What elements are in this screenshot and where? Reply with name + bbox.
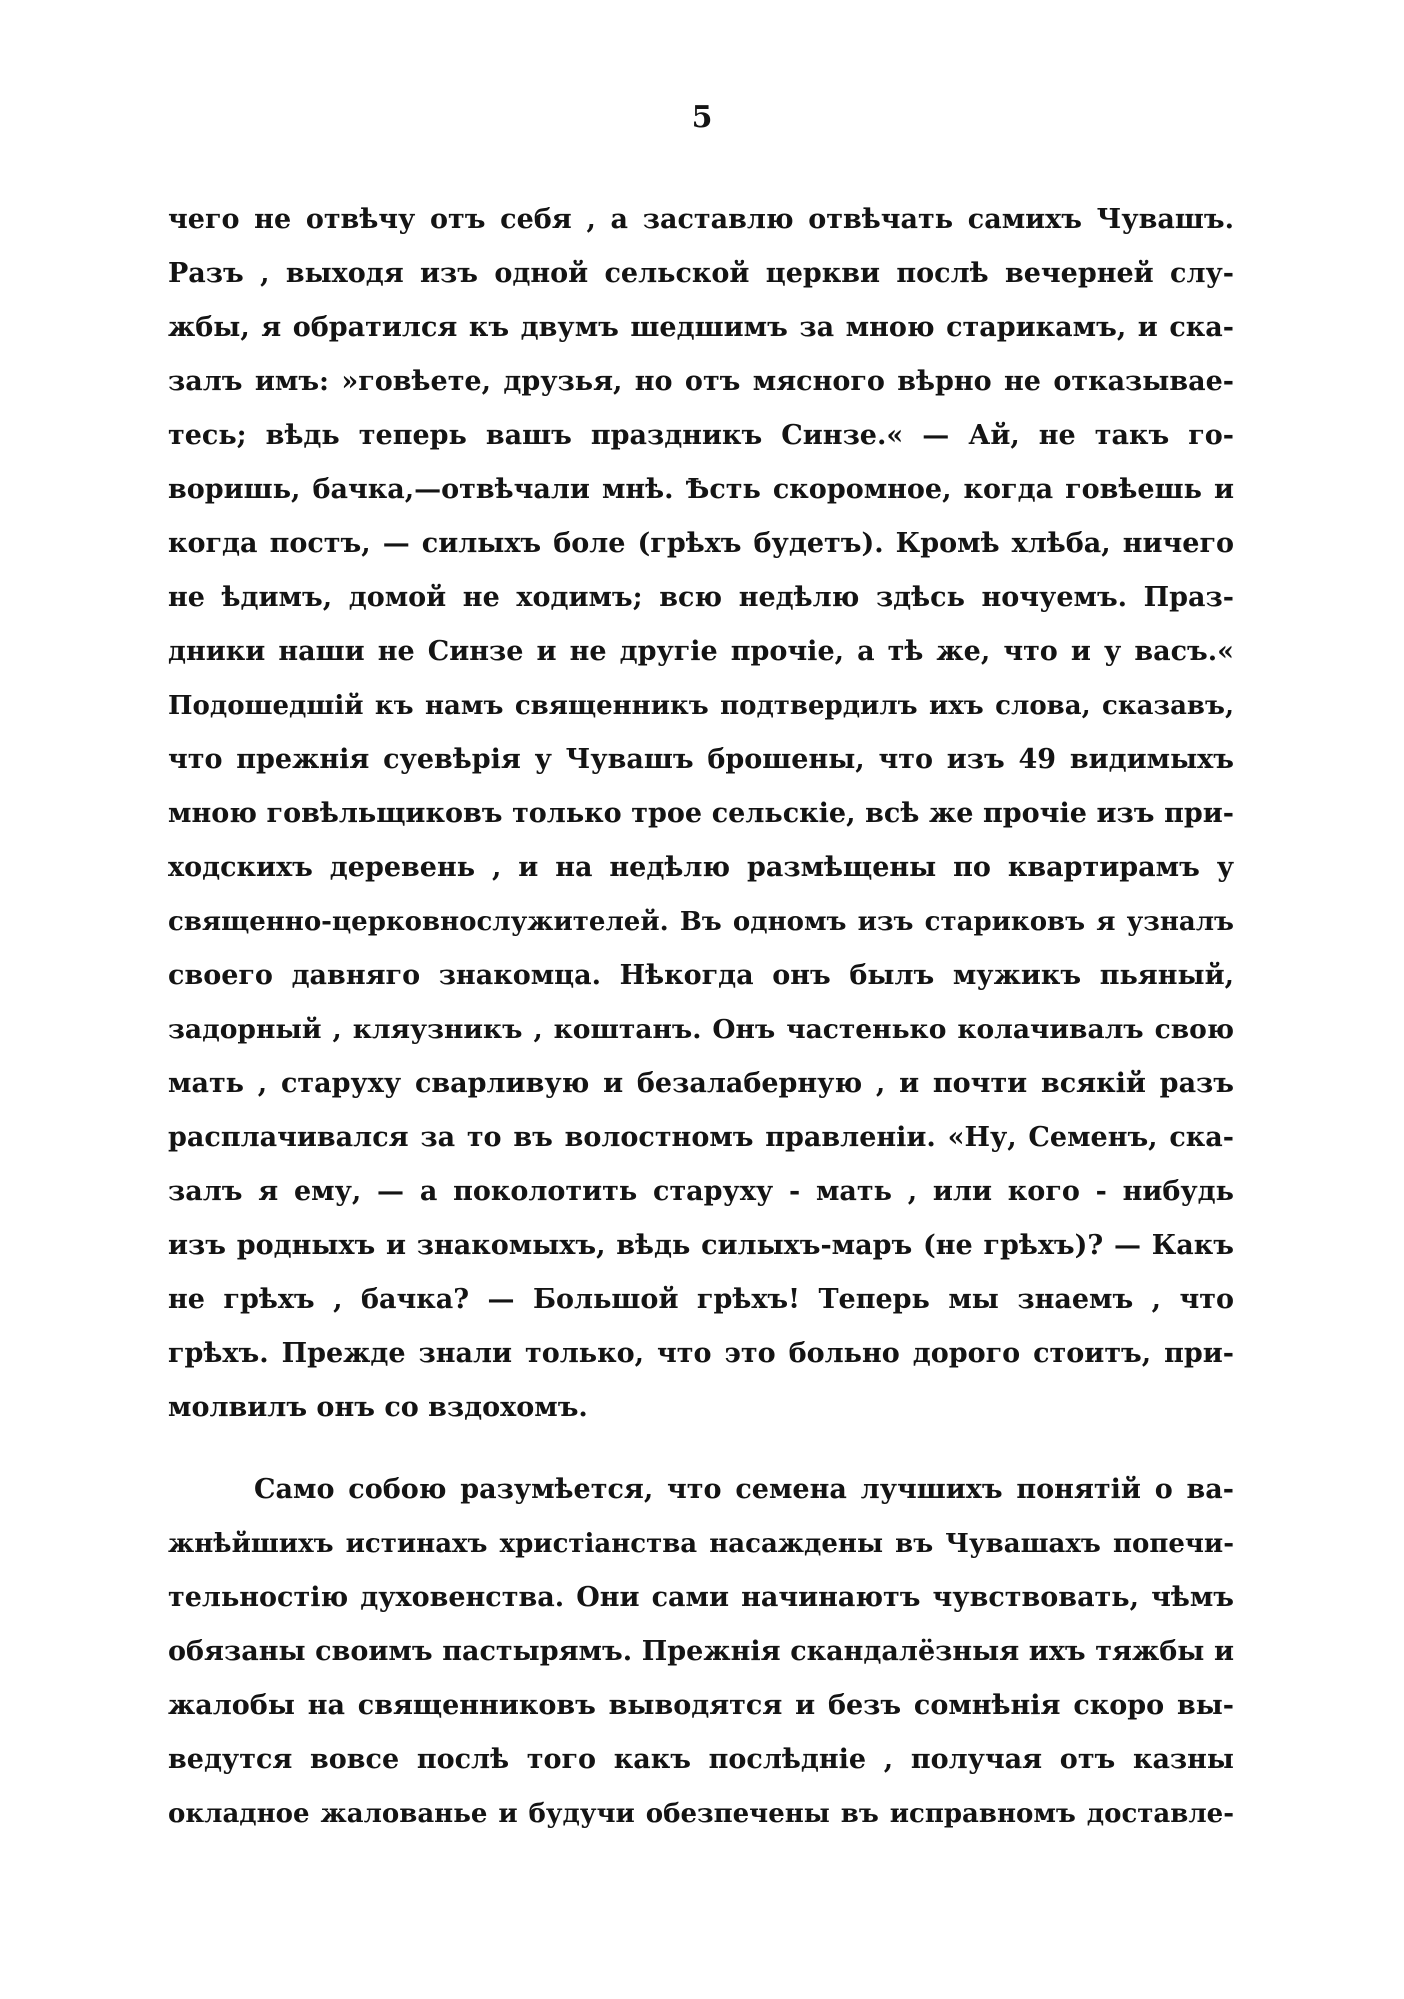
text-line: Само собою разумѣется, что семена лучшихъ понятiй о ва-	[254, 1474, 1234, 1505]
text-line: ходскихъ деревень , и на недѣлю размѣщены по квартирамъ у	[168, 852, 1234, 883]
text-line: тельностiю духовенства. Они сами начинаютъ чувствовать, чѣмъ	[168, 1582, 1234, 1613]
text-line: залъ я ему, — а поколотить старуху - мать , или кого - нибудь	[168, 1176, 1234, 1207]
text-line: священно-церковнослужителей. Въ одномъ изъ стариковъ я узналъ	[168, 907, 1234, 937]
text-line: изъ родныхъ и знакомыхъ, вѣдь силыхъ-маръ (не грѣхъ)? — Какъ	[168, 1230, 1234, 1261]
text-line: окладное жалованье и будучи обезпечены въ исправномъ доставле-	[168, 1799, 1234, 1829]
text-line: когда постъ, — силыхъ боле (грѣхъ будетъ). Кромѣ хлѣба, ничего	[168, 528, 1234, 559]
text-line: расплачивался за то въ волостномъ правленiи. «Ну, Семенъ, ска-	[168, 1122, 1234, 1153]
text-line: воришь, бачка,—отвѣчали мнѣ. Ѣсть скоромное, когда говѣешь и	[168, 474, 1234, 505]
text-line: дники наши не Синзе и не другiе прочiе, а тѣ же, что и у васъ.«	[168, 636, 1234, 667]
text-line: жнѣйшихъ истинахъ христiанства насаждены въ Чувашахъ попечи-	[168, 1529, 1234, 1559]
text-line: обязаны своимъ пастырямъ. Прежнiя скандалёзныя ихъ тяжбы и	[168, 1636, 1234, 1667]
text-line: мною говѣльщиковъ только трое сельскiе, всѣ же прочiе изъ при-	[168, 798, 1234, 829]
text-line: что прежнiя суевѣрiя у Чувашъ брошены, что изъ 49 видимыхъ	[168, 744, 1234, 775]
text-line: не грѣхъ , бачка? — Большой грѣхъ! Теперь мы знаемъ , что	[168, 1284, 1234, 1315]
text-line: тесь; вѣдь теперь вашъ праздникъ Синзе.« — Ай, не такъ го-	[168, 420, 1234, 451]
text-line: ведутся вовсе послѣ того какъ послѣднiе , получая отъ казны	[168, 1744, 1234, 1775]
text-line: своего давняго знакомца. Нѣкогда онъ былъ мужикъ пьяный,	[168, 960, 1234, 991]
text-line: залъ имъ: »говѣете, друзья, но отъ мясного вѣрно не отказывае-	[168, 366, 1234, 397]
paragraph-1	[168, 193, 1234, 1435]
text-line: чего не отвѣчу отъ себя , а заставлю отвѣчать самихъ Чувашъ.	[168, 204, 1234, 235]
text-line: Разъ , выходя изъ одной сельской церкви послѣ вечерней слу-	[168, 258, 1234, 289]
text-line: грѣхъ. Прежде знали только, что это больно дорого стоитъ, при-	[168, 1338, 1234, 1369]
text-line: жбы, я обратился къ двумъ шедшимъ за мною старикамъ, и ска-	[168, 312, 1234, 343]
text-line: Подошедшiй къ намъ священникъ подтвердилъ ихъ слова, сказавъ,	[168, 691, 1234, 721]
text-line: задорный , кляузникъ , коштанъ. Онъ частенько колачивалъ свою	[168, 1014, 1234, 1045]
text-line: молвилъ онъ со вздохомъ.	[168, 1392, 588, 1423]
text-line: не ѣдимъ, домой не ходимъ; всю недѣлю здѣсь ночуемъ. Праз-	[168, 582, 1234, 613]
paragraph-2	[168, 1463, 1234, 1841]
page-number: 5	[691, 100, 713, 135]
text-line: жалобы на священниковъ выводятся и безъ сомнѣнiя скоро вы-	[168, 1690, 1234, 1721]
text-line: мать , старуху сварливую и безалаберную , и почти всякiй разъ	[168, 1068, 1234, 1099]
